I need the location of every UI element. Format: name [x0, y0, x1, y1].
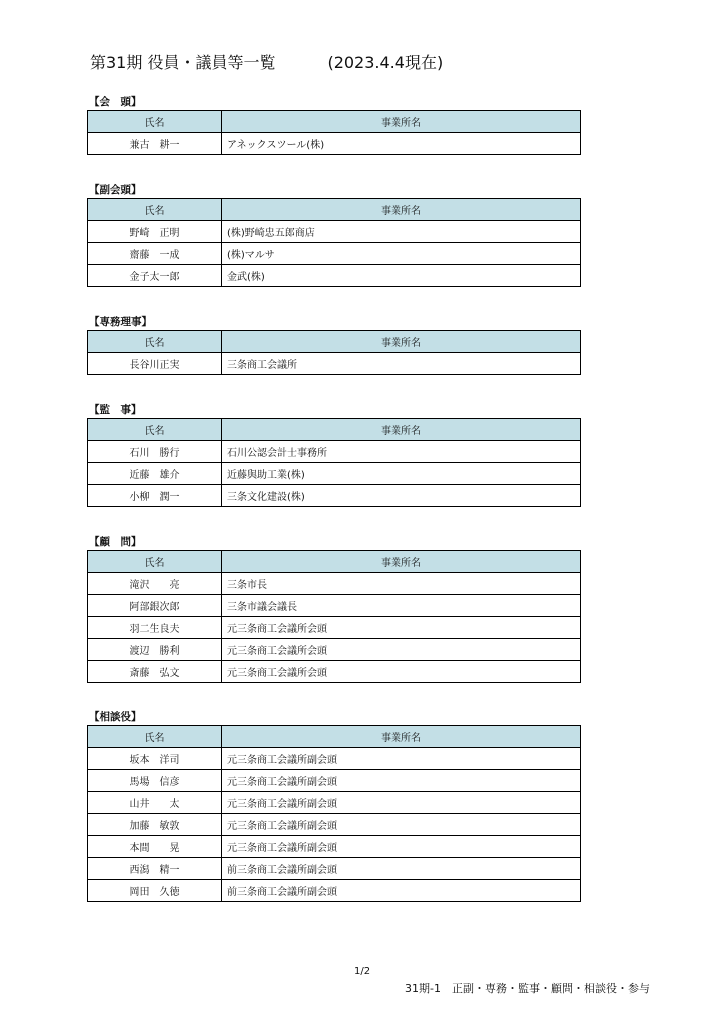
member-name: 小柳 潤一	[88, 485, 222, 507]
member-name: 近藤 雄介	[88, 463, 222, 485]
member-table	[87, 550, 581, 683]
table-row	[88, 441, 581, 463]
member-name: 岡田 久徳	[88, 880, 222, 902]
table-header-row	[88, 199, 581, 221]
section-label: 【相談役】	[89, 711, 142, 723]
title-text: 第31期 役員・議員等一覧	[90, 53, 276, 72]
table-row	[88, 792, 581, 814]
member-table	[87, 418, 581, 507]
table-header-row	[88, 726, 581, 748]
office-column-header: 事業所名	[222, 419, 581, 441]
table-row	[88, 595, 581, 617]
member-name: 兼古 耕一	[88, 133, 222, 155]
name-column-header: 氏名	[88, 331, 222, 353]
table-row	[88, 485, 581, 507]
name-column-header: 氏名	[88, 726, 222, 748]
table-row	[88, 880, 581, 902]
name-column-header: 氏名	[88, 111, 222, 133]
office-name: 近藤與助工業(株)	[222, 463, 581, 485]
table-row	[88, 661, 581, 683]
section-president	[87, 94, 581, 155]
member-name: 石川 勝行	[88, 441, 222, 463]
table-row	[88, 463, 581, 485]
office-name: 金武(株)	[222, 265, 581, 287]
member-name: 阿部銀次郎	[88, 595, 222, 617]
footer-note: 31期-1 正副・専務・監事・顧問・相談役・参与	[405, 982, 650, 995]
office-name: 三条商工会議所	[222, 353, 581, 375]
member-name: 本間 晃	[88, 836, 222, 858]
table-row	[88, 639, 581, 661]
office-name: (株)野崎忠五郎商店	[222, 221, 581, 243]
section-executive-director	[87, 314, 581, 375]
member-table	[87, 725, 581, 902]
member-name: 金子太一郎	[88, 265, 222, 287]
office-column-header: 事業所名	[222, 551, 581, 573]
section-label: 【専務理事】	[89, 316, 152, 328]
office-name: (株)マルサ	[222, 243, 581, 265]
table-row	[88, 573, 581, 595]
office-name: 三条文化建設(株)	[222, 485, 581, 507]
table-row	[88, 748, 581, 770]
office-name: 元三条商工会議所副会頭	[222, 770, 581, 792]
member-name: 長谷川正実	[88, 353, 222, 375]
member-name: 羽二生良夫	[88, 617, 222, 639]
table-row	[88, 814, 581, 836]
section-advisors	[87, 534, 581, 683]
office-name: 元三条商工会議所副会頭	[222, 792, 581, 814]
member-name: 坂本 洋司	[88, 748, 222, 770]
member-name: 山井 太	[88, 792, 222, 814]
office-name: 三条市議会議長	[222, 595, 581, 617]
table-header-row	[88, 419, 581, 441]
table-row	[88, 243, 581, 265]
office-name: 元三条商工会議所会頭	[222, 661, 581, 683]
office-name: 石川公認会計士事務所	[222, 441, 581, 463]
section-vice-presidents	[87, 182, 581, 287]
section-label: 【顧 問】	[89, 536, 142, 548]
member-name: 渡辺 勝利	[88, 639, 222, 661]
name-column-header: 氏名	[88, 551, 222, 573]
table-header-row	[88, 111, 581, 133]
office-name: 前三条商工会議所副会頭	[222, 880, 581, 902]
page-title	[90, 50, 443, 73]
office-column-header: 事業所名	[222, 331, 581, 353]
office-name: 元三条商工会議所会頭	[222, 617, 581, 639]
member-name: 西潟 精一	[88, 858, 222, 880]
office-name: アネックスツール(株)	[222, 133, 581, 155]
table-row	[88, 858, 581, 880]
office-name: 元三条商工会議所副会頭	[222, 814, 581, 836]
office-name: 元三条商工会議所副会頭	[222, 748, 581, 770]
member-name: 斎藤 弘文	[88, 661, 222, 683]
table-row	[88, 221, 581, 243]
member-name: 加藤 敏敦	[88, 814, 222, 836]
office-name: 三条市長	[222, 573, 581, 595]
office-name: 前三条商工会議所副会頭	[222, 858, 581, 880]
table-row	[88, 353, 581, 375]
member-name: 齋藤 一成	[88, 243, 222, 265]
table-header-row	[88, 331, 581, 353]
table-row	[88, 265, 581, 287]
name-column-header: 氏名	[88, 419, 222, 441]
office-column-header: 事業所名	[222, 726, 581, 748]
office-name: 元三条商工会議所会頭	[222, 639, 581, 661]
section-counselors	[87, 709, 581, 902]
member-name: 馬場 信彦	[88, 770, 222, 792]
table-header-row	[88, 551, 581, 573]
table-row	[88, 836, 581, 858]
table-row	[88, 617, 581, 639]
name-column-header: 氏名	[88, 199, 222, 221]
table-row	[88, 133, 581, 155]
member-name: 野崎 正明	[88, 221, 222, 243]
member-table	[87, 330, 581, 375]
office-column-header: 事業所名	[222, 199, 581, 221]
section-label: 【会 頭】	[89, 96, 142, 108]
member-table	[87, 198, 581, 287]
page-number: 1/2	[354, 966, 371, 977]
member-table	[87, 110, 581, 155]
office-column-header: 事業所名	[222, 111, 581, 133]
member-name: 滝沢 亮	[88, 573, 222, 595]
as-of-date: (2023.4.4現在)	[327, 53, 444, 72]
office-name: 元三条商工会議所副会頭	[222, 836, 581, 858]
table-row	[88, 770, 581, 792]
section-label: 【監 事】	[89, 404, 142, 416]
section-auditors	[87, 402, 581, 507]
section-label: 【副会頭】	[89, 184, 142, 196]
